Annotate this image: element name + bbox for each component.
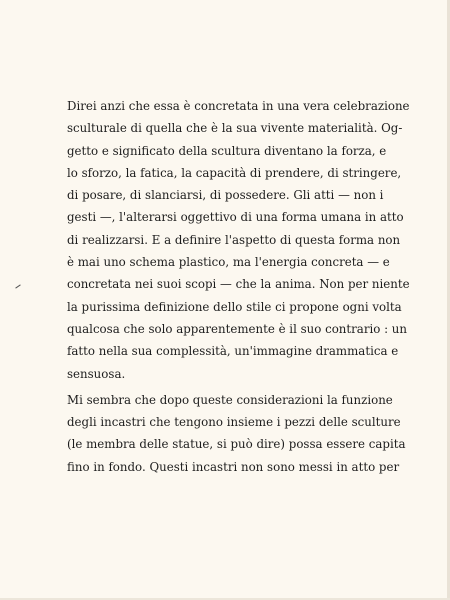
text-line: lo sforzo, la fatica, la capacità di prendere, di stringere, xyxy=(67,165,402,180)
text-line: sculturale di quella che è la sua vivente materialità. Og- xyxy=(67,121,403,136)
text-line: getto e significato della scultura diventano la forza, e xyxy=(67,143,387,158)
text-line: di realizzarsi. E a definire l'aspetto di questa forma non xyxy=(67,232,401,247)
text-line: di posare, di slanciarsi, di possedere. Gli atti — non i xyxy=(67,188,384,203)
text-line: è mai uno schema plastico, ma l'energia concreta — e xyxy=(67,255,390,270)
text-line: fino in fondo. Questi incastri non sono messi in atto per xyxy=(67,459,400,474)
text-line: (le membra delle statue, si può dire) possa essere capita xyxy=(67,437,406,452)
body-text xyxy=(67,95,410,478)
text-line: sensuosa. xyxy=(67,366,126,381)
paragraph-2 xyxy=(67,389,406,478)
text-line: la purissima definizione dello stile ci propone ogni volta xyxy=(67,299,402,314)
text-line: gesti —, l'alterarsi oggettivo di una forma umana in atto xyxy=(67,210,404,225)
text-line: Direi anzi che essa è concretata in una vera celebrazione xyxy=(67,99,410,113)
text-line: qualcosa che solo apparentemente è il suo contrario : un xyxy=(67,321,408,336)
text-line: concretata nei suoi scopi — che la anima. Non per niente xyxy=(67,277,410,292)
margin-pen-mark xyxy=(15,284,20,288)
text-line: fatto nella sua complessità, un'immagine drammatica e xyxy=(67,344,399,359)
paragraph-1 xyxy=(67,95,410,385)
text-line: Mi sembra che dopo queste considerazioni la funzione xyxy=(67,392,393,407)
text-line: degli incastri che tengono insieme i pezzi delle sculture xyxy=(67,415,401,430)
